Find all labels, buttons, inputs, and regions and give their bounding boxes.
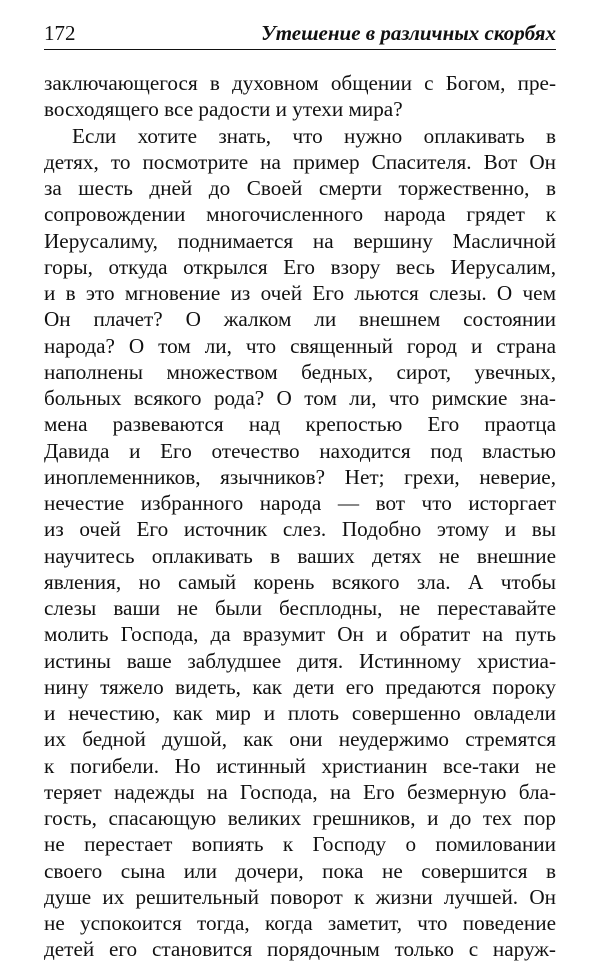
text-line: мена развеваются над крепостью Его праотца <box>44 412 556 437</box>
book-page <box>44 0 556 962</box>
page-number: 172 <box>44 21 76 45</box>
text-line: наполнены множеством бедных, сирот, увечных, <box>44 359 556 384</box>
text-line: и нечестию, как мир и плоть совершенно овладели <box>44 701 556 725</box>
text-line: молить Господа, да вразумит Он и обратит на путь <box>44 622 556 647</box>
text-line: слезы ваши не были бесплодны, не переставайте <box>44 596 556 620</box>
text-line: теряет надежды на Господа, на Его безмерную бла- <box>44 779 556 804</box>
text-line: за шесть дней до Своей смерти торжественно, в <box>44 176 556 200</box>
text-line: Давида и Его отечество находится под властью <box>44 438 556 463</box>
text-line: научитесь оплакивать в ваших детях не внешние <box>44 543 556 568</box>
header-rule <box>44 49 556 50</box>
text-line: народа? О том ли, что священный город и страна <box>44 333 556 358</box>
text-line: явления, но самый корень всякого зла. А чтобы <box>44 569 556 594</box>
text-line: иноплеменников, язычников? Нет; грехи, неверие, <box>44 464 556 489</box>
text-line: нечестие избранного народа — вот что исторгает <box>44 491 556 515</box>
text-line: Он плачет? О жалком ли внешнем состоянии <box>44 307 556 332</box>
text-line: не успокоится тогда, когда заметит, что поведение <box>44 911 556 935</box>
text-line: из очей Его источник слез. Подобно этому и вы <box>44 517 556 542</box>
text-line: не перестает вопиять к Господу о помиловании <box>44 832 556 857</box>
paragraph <box>44 70 556 123</box>
text-line: горы, откуда открылся Его взору весь Иерусалим, <box>44 254 556 279</box>
text-line: и в это мгновение из очей Его льются слезы. О чем <box>44 281 556 305</box>
text-line: нину тяжело видеть, как дети его предаются пороку <box>44 674 556 699</box>
body-text <box>44 70 556 963</box>
text-line: душе их решительный поворот к жизни лучшей. Он <box>44 884 556 909</box>
text-line: заключающегося в духовном общении с Богом, пре- <box>44 71 556 95</box>
text-line: своего сына или дочери, пока не совершится в <box>44 858 556 883</box>
text-line: больных всякого рода? О том ли, что римские зна- <box>44 386 556 410</box>
text-line: восходящего все радости и утехи мира? <box>44 97 403 122</box>
text-line: Иерусалиму, поднимается на вершину Масличной <box>44 228 556 253</box>
text-line: их бедной душой, как они неудержимо стремятся <box>44 727 556 752</box>
text-line: гость, спасающую великих грешников, и до тех пор <box>44 806 556 830</box>
text-line: Если хотите знать, что нужно оплакивать в <box>72 123 556 148</box>
paragraph <box>44 123 556 963</box>
text-line: детях, то посмотрите на пример Спасителя. Вот Он <box>44 149 556 174</box>
text-line: детей его становится порядочным только с наруж- <box>44 937 556 962</box>
running-head <box>44 18 556 48</box>
text-line: сопровождении многочисленного народа грядет к <box>44 202 556 227</box>
text-line: истины ваше заблудшее дитя. Истинному христиа- <box>44 648 556 673</box>
text-line: к погибели. Но истинный христианин все-таки не <box>44 753 556 778</box>
running-title: Утешение в различных скорбях <box>261 21 556 45</box>
